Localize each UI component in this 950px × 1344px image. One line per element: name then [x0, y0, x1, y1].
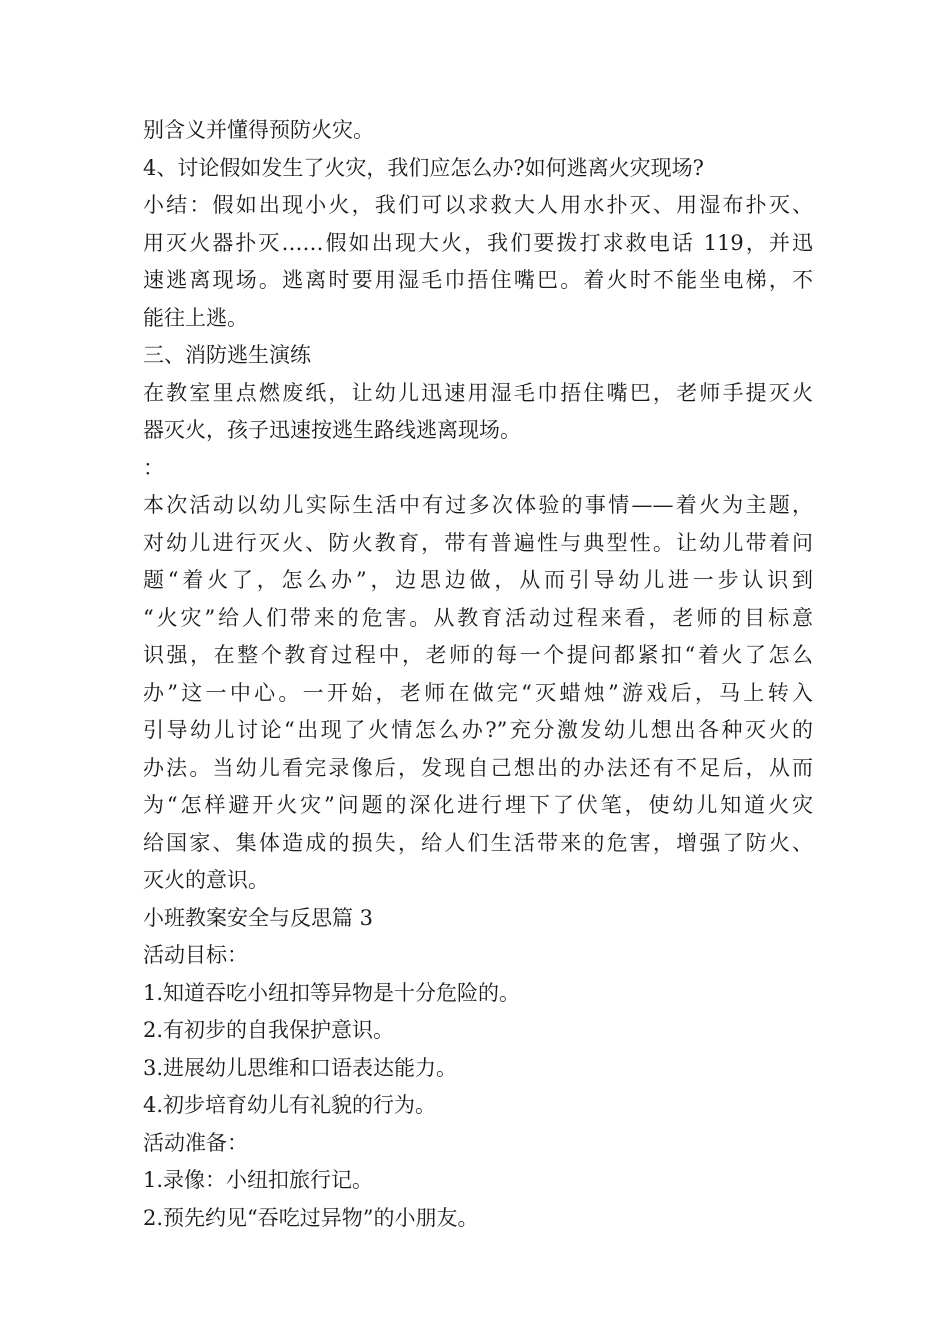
text-line: 对幼儿进行灭火、防火教育，带有普遍性与典型性。让幼儿带着问	[143, 530, 813, 555]
text-line: 在教室里点燃废纸，让幼儿迅速用湿毛巾捂住嘴巴，老师手提灭火	[143, 380, 813, 405]
text-line: 器灭火，孩子迅速按逃生路线逃离现场。	[143, 418, 521, 442]
text-line: 三、消防逃生演练	[143, 343, 311, 367]
text-line: 4、讨论假如发生了火灾，我们应怎么办?如何逃离火灾现场?	[143, 155, 704, 180]
text-line: 4.初步培育幼儿有礼貌的行为。	[143, 1093, 437, 1117]
text-line: 小班教案安全与反思篇 3	[143, 905, 374, 930]
text-line: ：	[143, 455, 164, 480]
text-line: 别含义并懂得预防火灾。	[143, 118, 374, 142]
text-line: 给国家、集体造成的损失，给人们生活带来的危害，增强了防火、	[143, 830, 813, 855]
text-line: 识强，在整个教育过程中，老师的每一个提问都紧扣“着火了怎么	[143, 643, 813, 667]
text-line: 1.知道吞吃小纽扣等异物是十分危险的。	[143, 980, 521, 1005]
text-line: 办”这一中心。一开始，老师在做完“灭蜡烛”游戏后，马上转入	[143, 680, 813, 705]
text-line: 1.录像：小纽扣旅行记。	[143, 1168, 374, 1192]
text-line: “火灾”给人们带来的危害。从教育活动过程来看，老师的目标意	[143, 605, 813, 630]
text-line: 2.有初步的自我保护意识。	[143, 1018, 395, 1042]
text-line: 用灭火器扑灭……假如出现大火，我们要拨打求救电话 119，并迅	[143, 230, 813, 255]
text-line: 3.进展幼儿思维和口语表达能力。	[143, 1055, 458, 1080]
text-line: 为“怎样避开火灾”问题的深化进行埋下了伏笔，使幼儿知道火灾	[143, 793, 813, 817]
text-line: 本次活动以幼儿实际生活中有过多次体验的事情——着火为主题，	[143, 493, 813, 517]
text-line: 题“着火了，怎么办”，边思边做，从而引导幼儿进一步认识到	[143, 568, 813, 592]
text-line: 能往上逃。	[143, 305, 248, 330]
text-line: 引导幼儿讨论“出现了火情怎么办?”充分激发幼儿想出各种灭火的	[143, 718, 813, 742]
text-line: 活动目标：	[143, 943, 248, 967]
text-line: 2.预先约见“吞吃过异物”的小朋友。	[143, 1205, 479, 1230]
text-line: 小结：假如出现小火，我们可以求救大人用水扑灭、用湿布扑灭、	[143, 193, 813, 217]
text-line: 灭火的意识。	[143, 868, 269, 892]
text-line: 办法。当幼儿看完录像后，发现自己想出的办法还有不足后，从而	[143, 755, 813, 780]
text-line: 速逃离现场。逃离时要用湿毛巾捂住嘴巴。着火时不能坐电梯，不	[143, 268, 813, 292]
document-body	[143, 112, 813, 1237]
text-line: 活动准备：	[143, 1130, 248, 1155]
